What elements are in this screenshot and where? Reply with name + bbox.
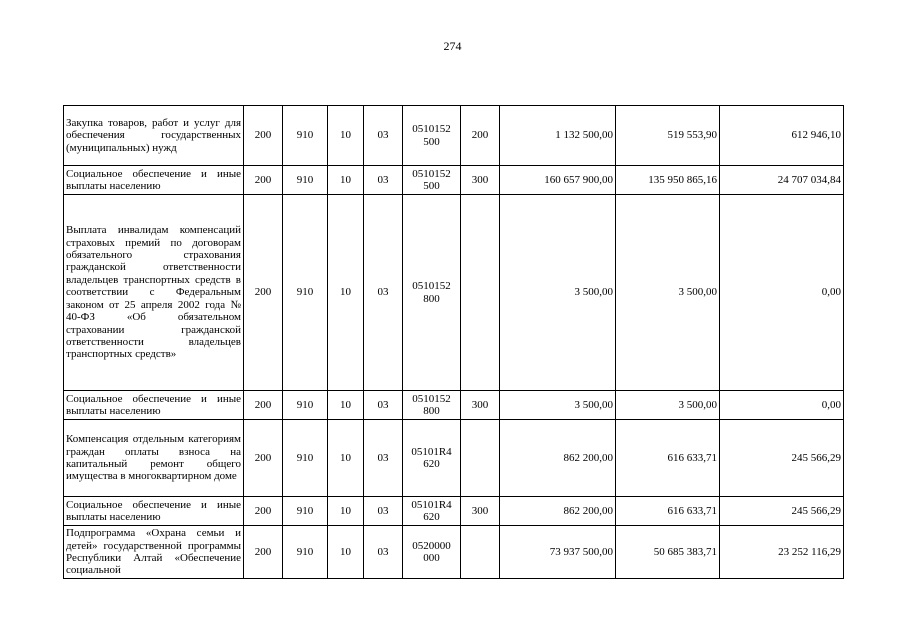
section-code: 10	[328, 391, 364, 420]
ved-code: 910	[283, 420, 328, 497]
amount-planned: 73 937 500,00	[500, 526, 616, 579]
amount-remaining: 0,00	[720, 195, 844, 391]
section-code: 10	[328, 195, 364, 391]
budget-table	[63, 105, 844, 579]
amount-remaining: 0,00	[720, 391, 844, 420]
amount-executed: 616 633,71	[616, 420, 720, 497]
row-name: Социальное обеспечение и иные выплаты населению	[64, 497, 244, 526]
section-code: 10	[328, 166, 364, 195]
table-row	[64, 106, 844, 166]
amount-planned: 3 500,00	[500, 195, 616, 391]
expense-type-code: 300	[461, 497, 500, 526]
ved-code: 910	[283, 526, 328, 579]
target-article-code: 0510152 500	[403, 166, 461, 195]
amount-executed: 50 685 383,71	[616, 526, 720, 579]
target-article-code: 0510152 800	[403, 391, 461, 420]
grbs-code: 200	[244, 195, 283, 391]
target-article-code: 0520000 000	[403, 526, 461, 579]
amount-planned: 862 200,00	[500, 497, 616, 526]
amount-remaining: 612 946,10	[720, 106, 844, 166]
ved-code: 910	[283, 195, 328, 391]
amount-planned: 3 500,00	[500, 391, 616, 420]
expense-type-code: 200	[461, 106, 500, 166]
subsection-code: 03	[364, 420, 403, 497]
table-row	[64, 497, 844, 526]
subsection-code: 03	[364, 195, 403, 391]
amount-remaining: 245 566,29	[720, 420, 844, 497]
grbs-code: 200	[244, 391, 283, 420]
amount-remaining: 245 566,29	[720, 497, 844, 526]
row-name: Социальное обеспечение и иные выплаты населению	[64, 166, 244, 195]
amount-remaining: 24 707 034,84	[720, 166, 844, 195]
section-code: 10	[328, 526, 364, 579]
row-name: Компенсация отдельным категориям граждан оплаты взноса на капитальный ремонт общего имущества в многоквартирном доме	[64, 420, 244, 497]
row-name: Выплата инвалидам компенсаций страховых премий по договорам обязательного страхования гражданской ответственности владельцев транспортных средств в соответствии с Федеральным законом от 25 апреля 2002 года № 40-ФЗ «Об обязательном страховании гражданской ответственности владельцев транспортных средств»	[64, 195, 244, 391]
table-row	[64, 420, 844, 497]
amount-planned: 862 200,00	[500, 420, 616, 497]
target-article-code: 05101R4 620	[403, 497, 461, 526]
table-row	[64, 195, 844, 391]
table-row	[64, 166, 844, 195]
grbs-code: 200	[244, 106, 283, 166]
subsection-code: 03	[364, 106, 403, 166]
subsection-code: 03	[364, 166, 403, 195]
amount-planned: 160 657 900,00	[500, 166, 616, 195]
subsection-code: 03	[364, 391, 403, 420]
amount-remaining: 23 252 116,29	[720, 526, 844, 579]
ved-code: 910	[283, 391, 328, 420]
page-number: 274	[443, 39, 462, 53]
target-article-code: 0510152 500	[403, 106, 461, 166]
target-article-code: 0510152 800	[403, 195, 461, 391]
budget-table-body	[64, 106, 844, 579]
amount-executed: 616 633,71	[616, 497, 720, 526]
row-name: Подпрограмма «Охрана семьи и детей» государственной программы Республики Алтай «Обеспечение социальной	[64, 526, 244, 579]
row-name: Социальное обеспечение и иные выплаты населению	[64, 391, 244, 420]
expense-type-code	[461, 195, 500, 391]
ved-code: 910	[283, 497, 328, 526]
subsection-code: 03	[364, 497, 403, 526]
grbs-code: 200	[244, 166, 283, 195]
grbs-code: 200	[244, 526, 283, 579]
amount-planned: 1 132 500,00	[500, 106, 616, 166]
ved-code: 910	[283, 106, 328, 166]
row-name: Закупка товаров, работ и услуг для обеспечения государственных (муниципальных) нужд	[64, 106, 244, 166]
grbs-code: 200	[244, 497, 283, 526]
amount-executed: 519 553,90	[616, 106, 720, 166]
table-row	[64, 391, 844, 420]
expense-type-code	[461, 526, 500, 579]
ved-code: 910	[283, 166, 328, 195]
table-row	[64, 526, 844, 579]
expense-type-code	[461, 420, 500, 497]
section-code: 10	[328, 497, 364, 526]
grbs-code: 200	[244, 420, 283, 497]
target-article-code: 05101R4 620	[403, 420, 461, 497]
amount-executed: 135 950 865,16	[616, 166, 720, 195]
amount-executed: 3 500,00	[616, 195, 720, 391]
subsection-code: 03	[364, 526, 403, 579]
amount-executed: 3 500,00	[616, 391, 720, 420]
expense-type-code: 300	[461, 166, 500, 195]
section-code: 10	[328, 106, 364, 166]
expense-type-code: 300	[461, 391, 500, 420]
section-code: 10	[328, 420, 364, 497]
